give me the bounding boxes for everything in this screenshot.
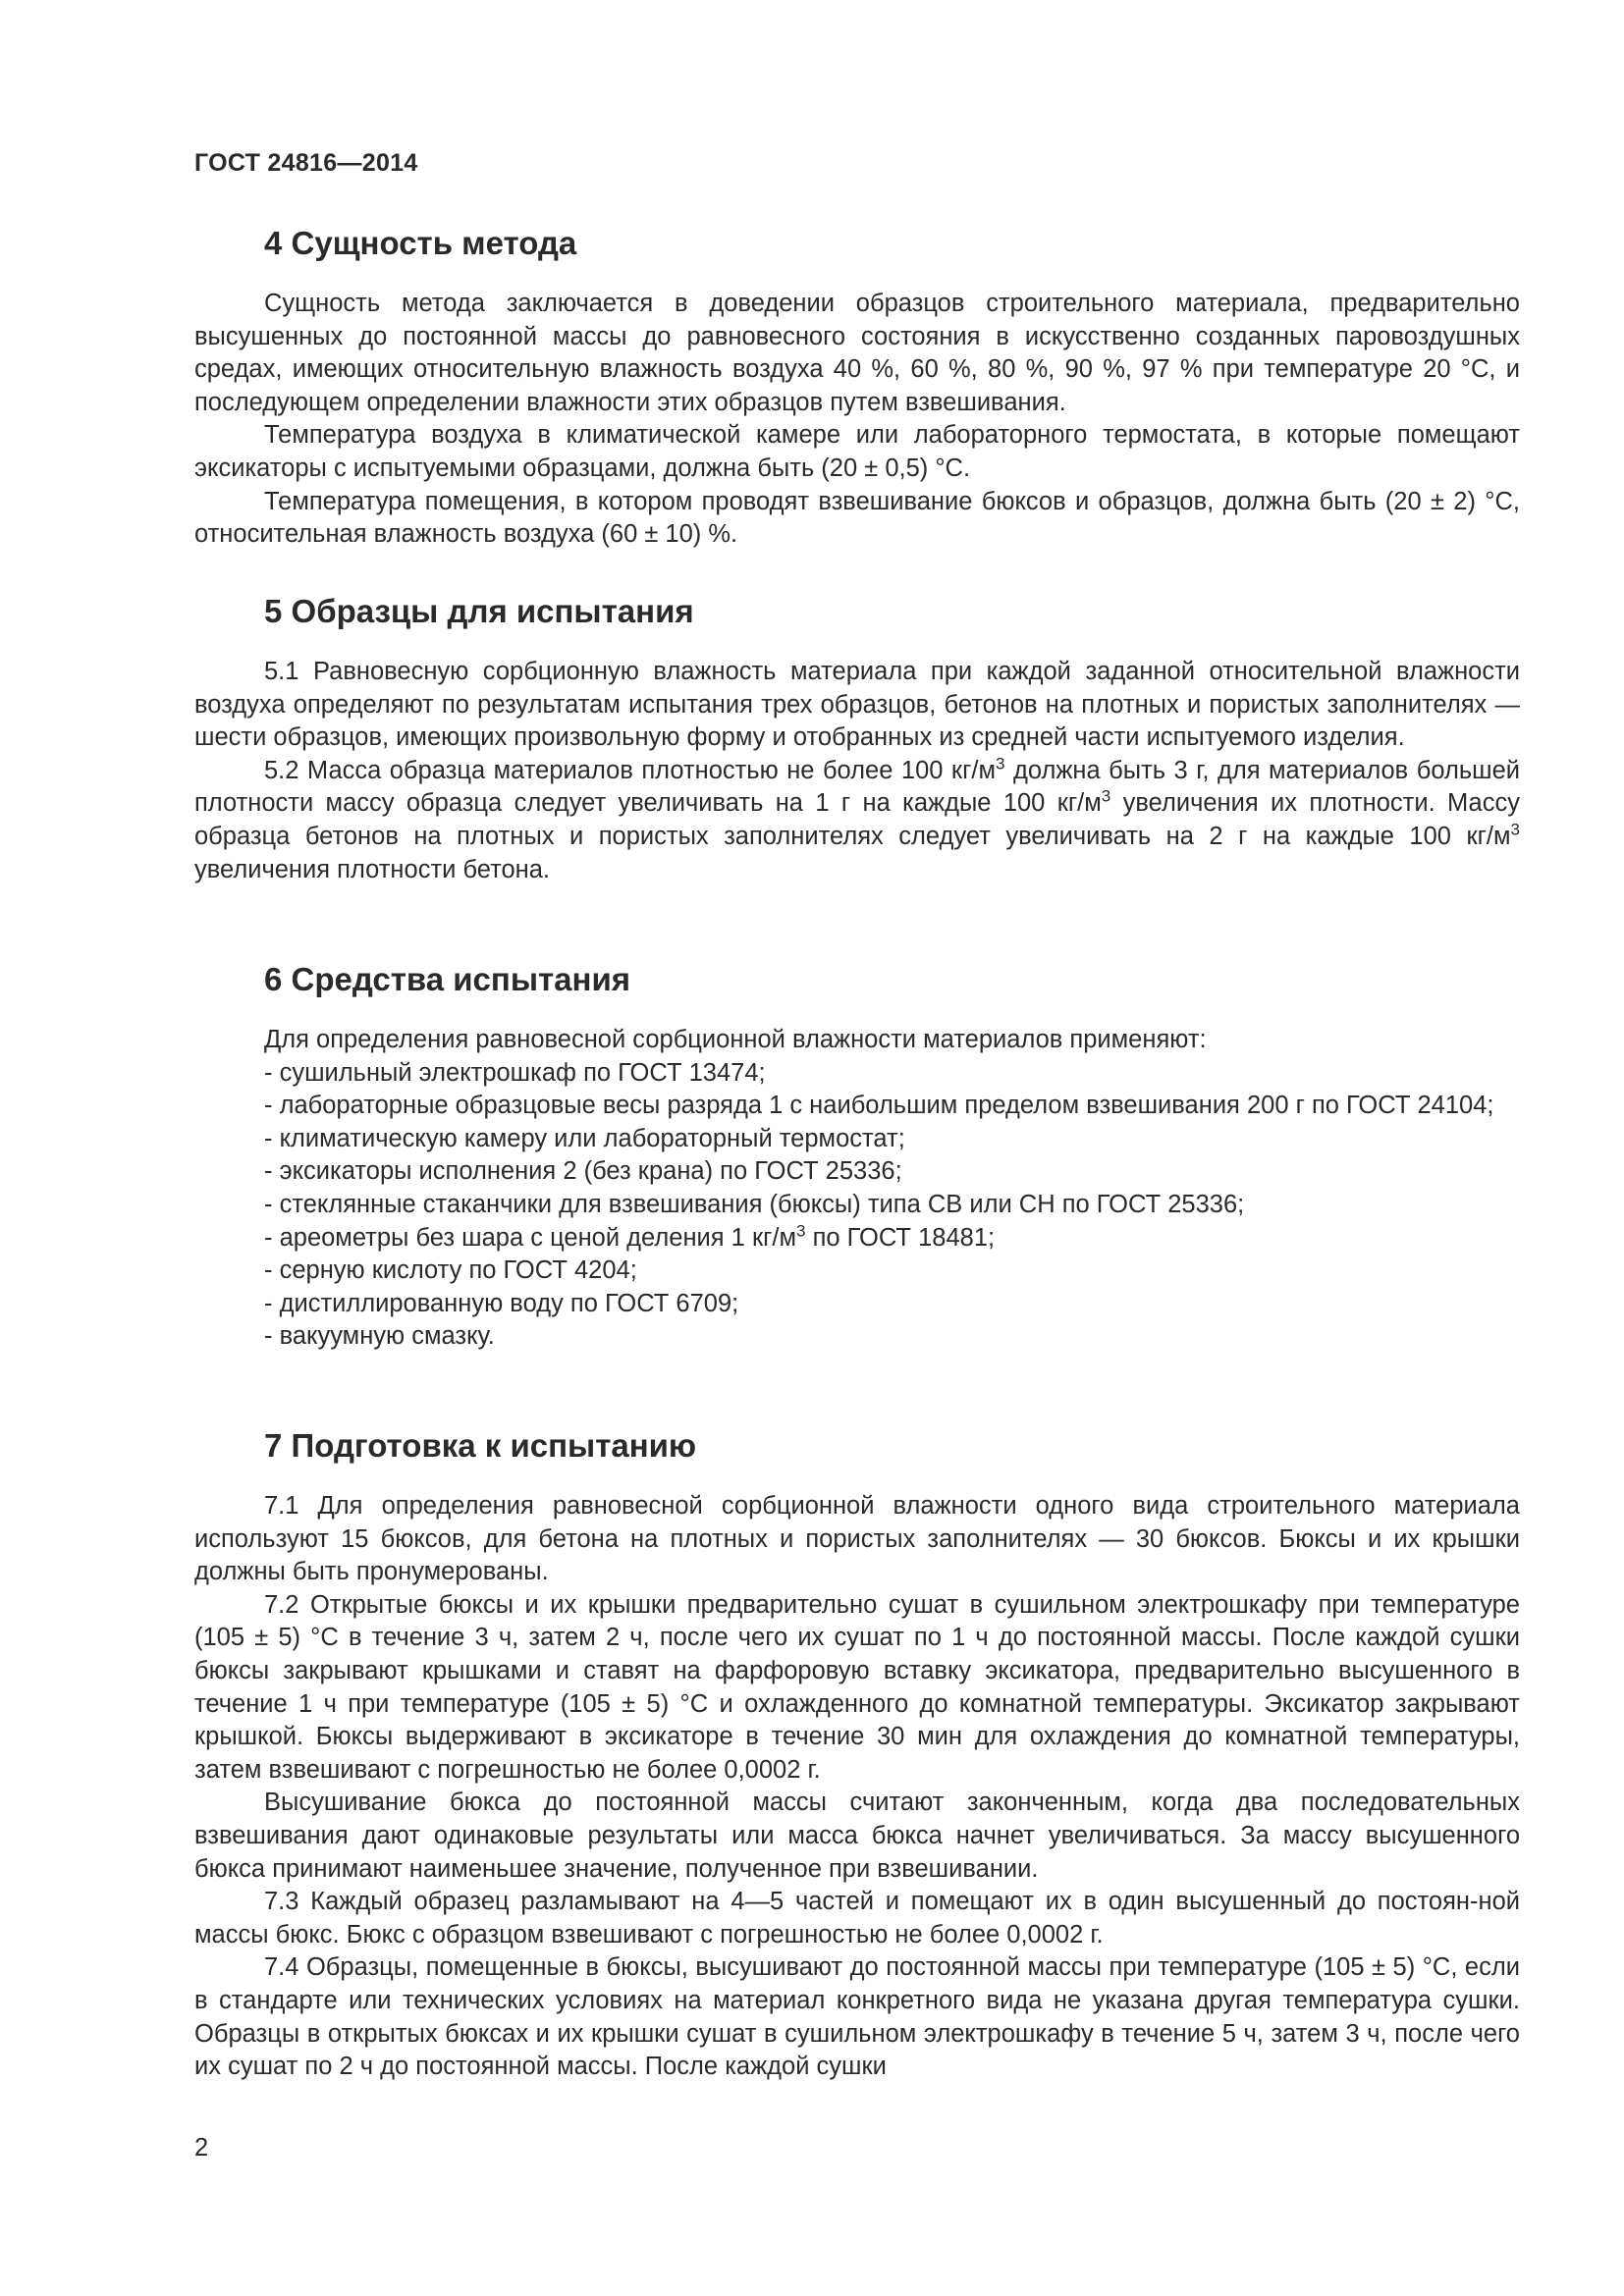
section-5-title: 5 Образцы для испытания bbox=[264, 593, 694, 629]
superscript-1: 3 bbox=[996, 754, 1005, 774]
section-6 bbox=[194, 960, 1520, 1354]
list-item: - стеклянные стаканчики для взвешивания (бюксы) типа СВ или СН по ГОСТ 25336; bbox=[264, 1190, 1245, 1218]
p2-part-b: должна быть 3 г, для материалов большей плотности массу образца следует увеличивать на 1 г на каждые 100 кг/м bbox=[194, 756, 1520, 818]
section-4 bbox=[194, 224, 1520, 552]
section-7 bbox=[194, 1426, 1520, 2084]
section-5-paragraph-2 bbox=[194, 755, 1520, 886]
section-6-title: 6 Средства испытания bbox=[264, 961, 631, 997]
list-item bbox=[194, 1222, 1520, 1255]
section-7-paragraph-1: 7.1 Для определения равновесной сорбционной влажности одного вида строительного материала используют 15 бюксов, для бетона на плотных и пористых заполнителях — 30 бюксов. Бюксы и их крышки должны быть пронумерованы. bbox=[194, 1492, 1520, 1586]
list-item: - дистиллированную воду по ГОСТ 6709; bbox=[264, 1289, 739, 1317]
section-7-paragraph-4: 7.3 Каждый образец разламывают на 4—5 частей и помещают их в один высушенный до постоян-ной массы бюкс. Бюкс с образцом взвешивают с погрешностью не более 0,0002 г. bbox=[194, 1888, 1520, 1949]
section-5-paragraph-1: 5.1 Равновесную сорбционную влажность материала при каждой заданной относительной влажности воздуха определяют по результатам испытания трех образцов, бетонов на плотных и пористых заполнителях — шести образцов, имеющих произвольную форму и отобранных из средней части испытуемого изделия. bbox=[194, 658, 1520, 752]
page-number: 2 bbox=[194, 2134, 209, 2162]
superscript-3: 3 bbox=[1510, 820, 1520, 839]
section-4-paragraph-3: Температура помещения, в котором проводят взвешивание бюксов и образцов, должна быть (20 ± 2) °С, относительная влажность воздуха (60 ± 10) %. bbox=[194, 487, 1520, 549]
section-7-paragraph-5: 7.4 Образцы, помещенные в бюксы, высушивают до постоянной массы при температуре (105 ± 5) °С, если в стандарте или технических условиях на материал конкретного вида не указана другая температура сушки. Образцы в открытых бюксах и их крышки сушат в сушильном электрошкафу в течение 5 ч, затем 3 ч, после чего их сушат по 2 ч до постоянной массы. После каждой сушки bbox=[194, 1953, 1520, 2081]
p2-part-c: увеличения их плотности. Массу образца бетонов на плотных и пористых заполнителях следует увеличивать на 2 г на каждые 100 кг/м bbox=[194, 789, 1520, 850]
list-item: - серную кислоту по ГОСТ 4204; bbox=[264, 1256, 637, 1285]
document-code: ГОСТ 24816—2014 bbox=[194, 149, 418, 177]
superscript-4: 3 bbox=[796, 1221, 806, 1241]
superscript-2: 3 bbox=[1101, 786, 1111, 806]
section-7-title: 7 Подготовка к испытанию bbox=[264, 1427, 697, 1464]
list-item: - сушильный электрошкаф по ГОСТ 13474; bbox=[264, 1058, 766, 1087]
list-item: - эксикаторы исполнения 2 (без крана) по ГОСТ 25336; bbox=[264, 1157, 902, 1186]
section-6-intro: Для определения равновесной сорбционной влажности материалов применяют: bbox=[264, 1026, 1207, 1053]
list-item-tail: по ГОСТ 18481; bbox=[805, 1223, 996, 1252]
section-7-paragraph-2: 7.2 Открытые бюксы и их крышки предварительно сушат в сушильном электрошкафу при температуре (105 ± 5) °С в течение 3 ч, затем 2 ч, после чего их сушат по 1 ч до постоянной массы. После каждой сушки бюксы закрывают крышками и ставят на фарфоровую вставку эксикатора, предварительно высушенного в течение 1 ч при температуре (105 ± 5) °С и охлажденного до комнатной температуры. Эксикатор закрывают крышкой. Бюксы выдерживают в эксикаторе в течение 30 мин для охлаждения до комнатной температуры, затем взвешивают с погрешностью не более 0,0002 г. bbox=[194, 1590, 1520, 1784]
section-4-paragraph-1: Сущность метода заключается в доведении образцов строительного материала, предварительно высушенных до постоянной массы до равновесного состояния в искусственно созданных паровоздушных средах, имеющих относительную влажность воздуха 40 %, 60 %, 80 %, 90 %, 97 % при температуре 20 °С, и последующем определении влажности этих образцов путем взвешивания. bbox=[194, 290, 1520, 416]
p2-part-d: увеличения плотности бетона. bbox=[194, 855, 551, 883]
list-item: - вакуумную смазку. bbox=[264, 1322, 495, 1351]
list-item: - климатическую камеру или лабораторный термостат; bbox=[264, 1124, 905, 1152]
section-4-paragraph-2: Температура воздуха в климатической камере или лабораторного термостата, в которые помещают эксикаторы с испытуемыми образцами, должна быть (20 ± 0,5) °С. bbox=[194, 421, 1520, 482]
list-item: - лабораторные образцовые весы разряда 1 с наибольшим пределом взвешивания 200 г по ГОСТ 24104; bbox=[264, 1092, 1494, 1120]
list-item-text: - ареометры без шара с ценой деления 1 кг/м bbox=[264, 1223, 797, 1252]
section-4-title: 4 Сущность метода bbox=[264, 225, 577, 261]
p2-part-a: 5.2 Масса образца материалов плотностью не более 100 кг/м bbox=[264, 756, 997, 784]
section-5 bbox=[194, 592, 1520, 886]
section-7-paragraph-3: Высушивание бюкса до постоянной массы считают законченным, когда два последовательных взвешивания дают одинаковые результаты или масса бюкса начнет увеличиваться. За массу высушенного бюкса принимают наименьшее значение, полученное при взвешивании. bbox=[194, 1789, 1520, 1883]
